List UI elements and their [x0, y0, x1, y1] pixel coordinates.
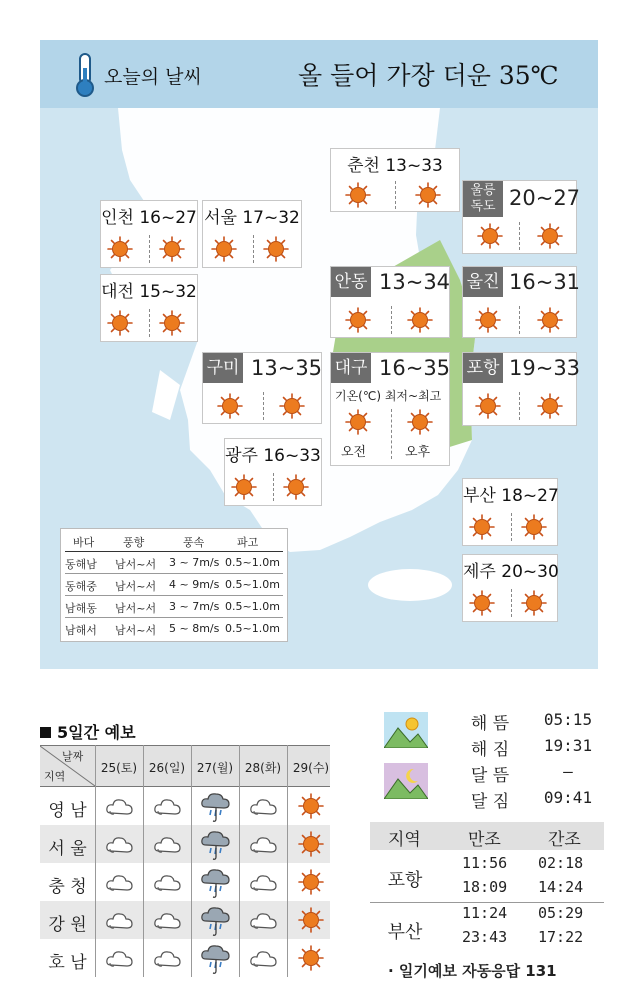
card-busan [462, 478, 558, 546]
day-header: 25(토) [100, 761, 138, 775]
sun-icon [469, 514, 495, 540]
cloud-icon [105, 831, 135, 863]
cell: 동해중 [65, 580, 97, 593]
sea-table-header [65, 531, 283, 552]
sun-icon [537, 393, 563, 419]
cell: 3 ~ 7m/s [169, 556, 220, 569]
day-header: 28(화) [244, 761, 282, 775]
sun-icon [298, 907, 324, 933]
sun-icon [283, 474, 309, 500]
cell: 남서~서 [115, 580, 157, 593]
legend-text: 기온(℃) 최저~최고 [335, 389, 442, 403]
divider [519, 392, 520, 420]
sun-icon [475, 393, 501, 419]
region-label: 영 남 [48, 801, 87, 821]
cloud-icon [105, 907, 135, 939]
sun-icon [521, 590, 547, 616]
divider [395, 181, 396, 209]
sunset-time: 19:31 [543, 736, 593, 755]
sunrise-time: 05:15 [543, 710, 593, 729]
tide-divider [370, 902, 604, 903]
sun-icon [279, 393, 305, 419]
card-ulleung [462, 180, 581, 254]
region-label: 서 울 [48, 839, 87, 859]
cell: 0.5~1.0m [225, 600, 280, 613]
cloud-icon [249, 793, 279, 825]
cloud-icon [153, 831, 183, 863]
sun-icon [263, 236, 289, 262]
tide-low-2: 17:22 [538, 928, 584, 946]
header-cell: 풍속 [183, 536, 205, 549]
divider [273, 473, 274, 501]
temp-range: 16~35 [379, 356, 451, 380]
sun-icon [477, 223, 503, 249]
day-header: 26(일) [148, 761, 186, 775]
region-label: 강 원 [48, 915, 87, 935]
cloud-icon [153, 793, 183, 825]
cell: 남서~서 [115, 558, 157, 571]
header-cell: 파고 [237, 536, 259, 549]
sun-icon [475, 307, 501, 333]
tide-high-2: 23:43 [462, 928, 508, 946]
column-divider [143, 745, 144, 977]
card-chuncheon [330, 148, 460, 212]
tide-high-1: 11:24 [462, 904, 508, 922]
card-gumi [202, 352, 322, 424]
divider [149, 309, 150, 337]
sun-icon [345, 307, 371, 333]
card-label: 춘천 13~33 [347, 156, 443, 176]
temp-range: 13~35 [251, 356, 323, 380]
card-daejeon [100, 274, 198, 342]
sun-icon [211, 236, 237, 262]
column-divider [191, 745, 192, 977]
tide-header-region: 지역 [388, 830, 421, 850]
region-tag: 안동 [331, 267, 371, 297]
sun-icon [159, 236, 185, 262]
column-divider [95, 745, 96, 977]
cloud-icon [249, 907, 279, 939]
sun-icon [537, 223, 563, 249]
sun-icon [469, 590, 495, 616]
divider [149, 235, 150, 263]
tag-line: 울릉 [470, 183, 496, 198]
sun-icon [345, 182, 371, 208]
cloud-icon [153, 907, 183, 939]
cell: 동해남 [65, 558, 97, 571]
rain-icon [201, 829, 231, 861]
sunrise-label: 해 뜸 [470, 714, 510, 734]
sun-icon [521, 514, 547, 540]
card-label: 부산 18~27 [463, 486, 559, 506]
cell: 0.5~1.0m [225, 578, 280, 591]
region-tag: 구미 [203, 353, 243, 383]
cloud-icon [105, 793, 135, 825]
sunset-label: 해 짐 [470, 740, 510, 760]
sun-icon [298, 793, 324, 819]
tide-high-1: 11:56 [462, 854, 508, 872]
sun-icon [107, 236, 133, 262]
sun-icon [107, 310, 133, 336]
table-row [65, 619, 283, 639]
divider [519, 306, 520, 334]
temp-range: 19~33 [509, 356, 581, 380]
sun-icon [159, 310, 185, 336]
tide-region: 부산 [387, 922, 423, 943]
sun-icon [231, 474, 257, 500]
tide-low-1: 05:29 [538, 904, 584, 922]
pm-label: 오후 [405, 445, 431, 460]
divider [391, 306, 392, 334]
weather-map-panel [40, 40, 598, 669]
tide-row-pohang [370, 852, 604, 904]
moonset-label: 달 짐 [470, 792, 510, 812]
cell: 남해서 [65, 624, 97, 637]
moonset-time: 09:41 [543, 788, 593, 807]
temp-range: 16~31 [509, 270, 581, 294]
rain-icon [201, 867, 231, 899]
card-label: 서울 17~32 [204, 208, 300, 228]
card-label: 대전 15~32 [101, 282, 197, 302]
region-tag: 대구 [331, 353, 371, 383]
thermometer-icon [72, 52, 98, 98]
divider [519, 222, 520, 250]
day-header: 27(월) [196, 761, 234, 775]
divider [511, 589, 512, 617]
column-divider [239, 745, 240, 977]
sun-icon [537, 307, 563, 333]
cloud-icon [153, 945, 183, 977]
cell: 0.5~1.0m [225, 556, 280, 569]
corner-date-label: 날짜 [62, 750, 84, 763]
temp-range: 13~34 [379, 270, 451, 294]
column-divider [287, 745, 288, 977]
divider [391, 409, 392, 459]
tag-line: 독도 [470, 199, 496, 214]
divider [511, 513, 512, 541]
card-daegu [330, 352, 450, 466]
day-header: 29(수) [292, 761, 330, 775]
header-title: 오늘의 날씨 [104, 66, 202, 88]
sun-moon-times [380, 705, 610, 815]
cell: 남해동 [65, 602, 97, 615]
header-headline: 올 들어 가장 더운 35℃ [298, 61, 559, 90]
divider [263, 392, 264, 420]
am-label: 오전 [341, 445, 367, 460]
rain-icon [201, 791, 231, 823]
tide-row-busan [370, 904, 604, 956]
temp-range: 20~27 [509, 186, 581, 210]
card-incheon [100, 200, 198, 268]
sun-icon [298, 869, 324, 895]
table-row [65, 553, 283, 574]
table-row [65, 597, 283, 618]
card-label: 제주 20~30 [463, 562, 559, 582]
card-pohang [462, 352, 581, 426]
card-label: 광주 16~33 [225, 446, 321, 466]
sea-condition-table [60, 528, 288, 642]
card-jeju [462, 554, 558, 622]
rain-icon [201, 943, 231, 975]
cloud-icon [249, 945, 279, 977]
sun-icon [415, 182, 441, 208]
region-tag: 울진 [463, 267, 503, 297]
tide-region: 포항 [387, 870, 423, 891]
cloud-icon [105, 945, 135, 977]
corner-region-label: 지역 [44, 770, 66, 783]
table-row [65, 575, 283, 596]
region-label: 호 남 [48, 953, 87, 973]
tide-header [370, 822, 604, 850]
cloud-icon [249, 831, 279, 863]
divider [253, 235, 254, 263]
cell: 5 ~ 8m/s [169, 622, 220, 635]
card-andong [330, 266, 450, 338]
cloud-icon [105, 869, 135, 901]
cloud-icon [249, 869, 279, 901]
cell: 남서~서 [115, 602, 157, 615]
tide-high-2: 18:09 [462, 878, 508, 896]
cell: 남서~서 [115, 624, 157, 637]
sun-icon [407, 409, 433, 435]
cell: 4 ~ 9m/s [169, 578, 220, 591]
rain-icon [201, 905, 231, 937]
card-label: 인천 16~27 [101, 208, 197, 228]
card-seoul [202, 200, 302, 268]
header-cell: 풍향 [123, 536, 145, 549]
forecast-title [40, 720, 136, 743]
forecast-table [40, 745, 330, 977]
tide-low-1: 02:18 [538, 854, 584, 872]
sun-icon [407, 307, 433, 333]
card-gwangju [224, 438, 322, 506]
sun-icon [217, 393, 243, 419]
forecast-title-text: 5일간 예보 [57, 723, 136, 742]
cell: 0.5~1.0m [225, 622, 280, 635]
sun-icon [298, 945, 324, 971]
region-label: 충 청 [48, 877, 87, 897]
region-tag [463, 181, 503, 217]
sun-icon [345, 409, 371, 435]
cell: 3 ~ 7m/s [169, 600, 220, 613]
tide-low-2: 14:24 [538, 878, 584, 896]
moonrise-time: – [563, 762, 573, 781]
tide-header-high: 만조 [468, 830, 501, 850]
header-cell: 바다 [73, 536, 95, 549]
sun-icon [298, 831, 324, 857]
moonrise-label: 달 뜸 [470, 766, 510, 786]
region-tag: 포항 [463, 353, 503, 383]
cloud-icon [153, 869, 183, 901]
card-uljin [462, 266, 581, 338]
footer-phone-service: · 일기예보 자동응답 131 [388, 962, 557, 980]
tide-header-low: 간조 [548, 830, 581, 850]
